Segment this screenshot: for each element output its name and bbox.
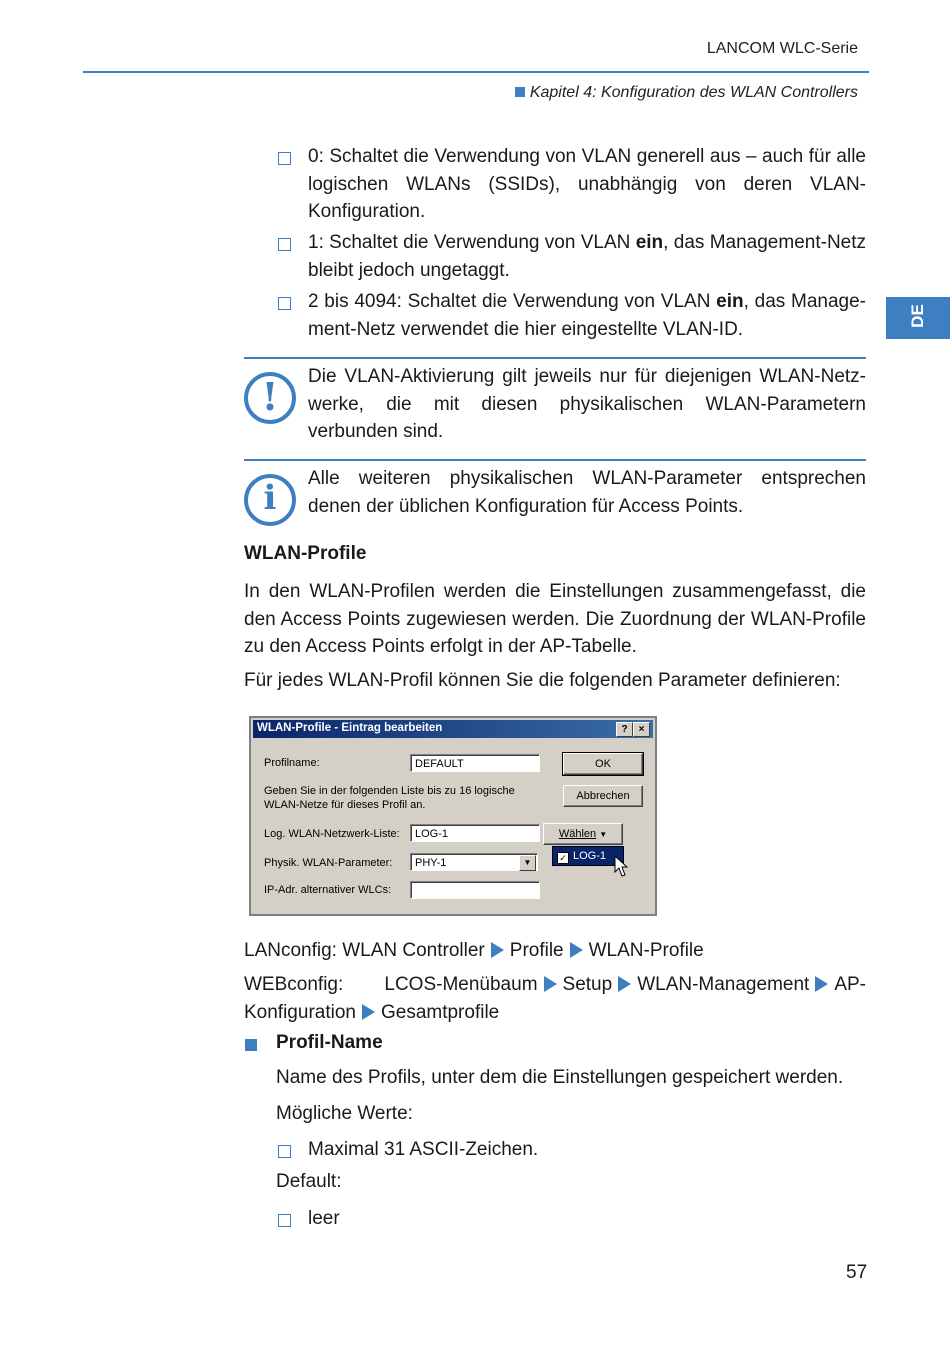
vlan-option-1 bbox=[308, 229, 866, 284]
dialog-title: WLAN-Profile - Eintrag bearbeiten bbox=[257, 722, 443, 734]
webconfig-path-1: Setup bbox=[562, 974, 613, 995]
dialog-titlebar bbox=[253, 720, 653, 738]
profile-name-input[interactable]: DEFAULT bbox=[410, 754, 540, 772]
path-arrow-icon bbox=[618, 976, 631, 992]
default-item: leer bbox=[308, 1208, 340, 1229]
param-description: Name des Profils, unter dem die Einstellungen gespeichert werden. bbox=[276, 1067, 844, 1088]
log-wlan-label: Log. WLAN-Netzwerk-Liste: bbox=[264, 828, 400, 840]
vlan-option-2-post: , das Management-Netz verwendet die hier eingestellte VLAN-ID. bbox=[308, 291, 866, 340]
close-button[interactable]: × bbox=[633, 722, 650, 737]
chevron-down-icon: ▼ bbox=[599, 830, 608, 839]
path-arrow-icon bbox=[544, 976, 557, 992]
lanconfig-path-2: WLAN-Profile bbox=[588, 940, 704, 961]
page-number: 57 bbox=[846, 1262, 868, 1283]
webconfig-path-0: WEBconfig: LCOS-Menübaum bbox=[244, 974, 538, 995]
popup-item-label: LOG-1 bbox=[573, 850, 607, 862]
chapter-title: Kapitel 4: Konfiguration des WLAN Controllers bbox=[529, 84, 858, 101]
possible-values-item: Maximal 31 ASCII-Zeichen. bbox=[308, 1139, 539, 1160]
vlan-option-2-bold: ein bbox=[716, 291, 744, 312]
param-heading: Profil-Name bbox=[276, 1032, 383, 1053]
lanconfig-path bbox=[244, 937, 866, 965]
webconfig-path-4: Gesamtprofile bbox=[380, 1001, 500, 1023]
section-intro: Für jedes WLAN-Profil können Sie die folgenden Parameter definieren: bbox=[244, 670, 841, 691]
language-tab bbox=[886, 297, 950, 339]
checkbox-checked-icon[interactable]: ✓ bbox=[557, 852, 569, 864]
description-line-2: WLAN-Netze für dieses Profil an. bbox=[264, 799, 426, 811]
help-button[interactable]: ? bbox=[616, 722, 633, 737]
ok-button[interactable]: OK bbox=[563, 753, 643, 775]
header-rule bbox=[83, 71, 869, 73]
checkbox-bullet-icon bbox=[278, 1214, 291, 1227]
path-arrow-icon bbox=[815, 976, 828, 992]
section-heading: WLAN-Profile bbox=[244, 543, 367, 564]
checkbox-bullet-icon bbox=[278, 297, 291, 310]
phys-wlan-label: Physik. WLAN-Parameter: bbox=[264, 857, 393, 869]
vlan-option-1-bold: ein bbox=[635, 232, 664, 253]
phys-wlan-select[interactable] bbox=[410, 853, 538, 871]
vlan-option-1-post: , das Management-Netz bleibt jedoch ungetaggt. bbox=[308, 232, 867, 281]
vlan-option-0-text: 0: Schaltet die Verwendung von VLAN generell aus – auch für alle logischen WLANs (SSIDs), unabhängig von deren VLAN-Konfiguration. bbox=[308, 146, 866, 222]
vlan-option-2-pre: 2 bis 4094: Schaltet die Verwendung von VLAN bbox=[308, 291, 717, 312]
possible-values-label: Mögliche Werte: bbox=[276, 1103, 413, 1124]
webconfig-path bbox=[244, 971, 866, 1026]
section-paragraph: In den WLAN-Profilen werden die Einstellungen zusammengefasst, die den Access Points zugewiesen werden. Die Zuordnung der WLAN-Profile zu den Access Points erfolgt in der AP-Tabelle. bbox=[244, 581, 866, 657]
vlan-option-1-pre: 1: Schaltet die Verwendung von VLAN bbox=[308, 232, 636, 253]
dialog-screenshot bbox=[249, 716, 657, 916]
lanconfig-path-1: Profile bbox=[509, 940, 564, 961]
checkbox-bullet-icon bbox=[278, 1145, 291, 1158]
choose-button[interactable] bbox=[543, 823, 623, 845]
description-line-1: Geben Sie in der folgenden Liste bis zu 16 logische bbox=[264, 785, 515, 797]
webconfig-path-2: WLAN-Management bbox=[637, 974, 810, 995]
chapter-square-icon bbox=[515, 87, 525, 97]
warning-note-text: Die VLAN-Aktivierung gilt jeweils nur für diejenigen WLAN-Netzwerke, die mit diesen physikalischen WLAN-Parametern verbunden sind. bbox=[308, 366, 866, 442]
checkbox-bullet-icon bbox=[278, 152, 291, 165]
mouse-cursor-icon bbox=[614, 855, 628, 879]
vlan-option-2 bbox=[308, 288, 866, 343]
chapter-header bbox=[515, 84, 858, 102]
info-icon: i bbox=[244, 474, 296, 526]
profile-name-label: Profilname: bbox=[264, 757, 320, 769]
path-arrow-icon bbox=[570, 942, 583, 958]
vlan-option-0 bbox=[308, 143, 866, 226]
language-tab-label: DE bbox=[908, 304, 927, 328]
note-rule bbox=[244, 357, 866, 359]
bullet-square-icon bbox=[245, 1039, 257, 1051]
path-arrow-icon bbox=[491, 942, 504, 958]
cancel-button[interactable]: Abbrechen bbox=[563, 785, 643, 807]
lanconfig-path-0: LANconfig: WLAN Controller bbox=[244, 940, 485, 961]
note-rule bbox=[244, 459, 866, 461]
dropdown-arrow-icon[interactable]: ▼ bbox=[519, 855, 536, 871]
ip-alt-input[interactable] bbox=[410, 881, 540, 899]
info-note-text: Alle weiteren physikalischen WLAN-Parameter entsprechen denen der üblichen Konfiguration für Access Points. bbox=[308, 468, 866, 517]
webconfig-path-3: AP-Konfiguration bbox=[244, 974, 866, 1023]
running-header: LANCOM WLC-Serie bbox=[706, 40, 858, 57]
ip-alt-label: IP-Adr. alternativer WLCs: bbox=[264, 884, 392, 896]
choose-label: Wählen bbox=[558, 828, 597, 840]
checkbox-bullet-icon bbox=[278, 238, 291, 251]
phys-wlan-value: PHY-1 bbox=[415, 857, 447, 869]
path-arrow-icon bbox=[362, 1004, 375, 1020]
warning-icon: ! bbox=[244, 372, 296, 424]
default-label: Default: bbox=[276, 1171, 342, 1192]
log-wlan-input[interactable]: LOG-1 bbox=[410, 824, 540, 842]
